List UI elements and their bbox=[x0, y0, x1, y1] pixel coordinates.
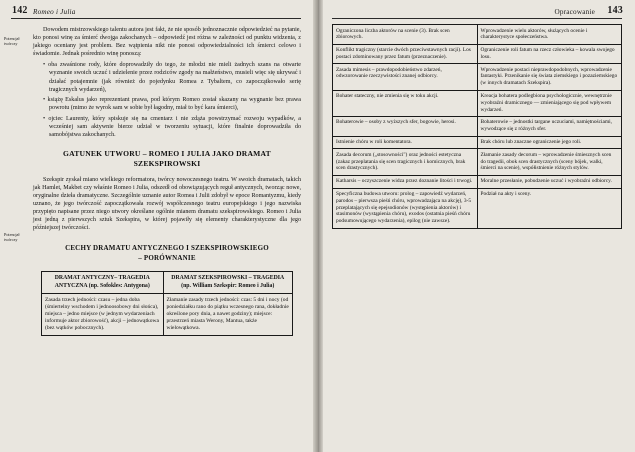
left-page-body bbox=[33, 26, 301, 336]
table-header-row bbox=[42, 271, 293, 293]
table-cell-shakespearean: Bohaterowie – jednostki targane uczuciami, namiętnościami, wywodzące się z różnych sfer. bbox=[477, 116, 622, 136]
table-row bbox=[333, 149, 622, 175]
table-cell-antique: Zasada trzech jedności: czasu – jedna doba (śmiertelny wschodem i jednoosobowy dni słońca), miejsca – jedno miejsce (w jednym wydarzeniach informuje aktor zbiorowość), akcji – jednowątkowa (bez wątków pobocznych). bbox=[42, 294, 164, 336]
table-cell-antique: Ograniczona liczba aktorów na scenie (3). Brak scen zbiorowych. bbox=[333, 25, 478, 45]
table-cell-shakespearean: Złamanie zasady decorum – wprowadzenie śmiesznych scen do tragedii, obok scen drastycznych (sceny bójek, walki, śmierci na scenie), współistnienie różnych stylów. bbox=[477, 149, 622, 175]
table-row bbox=[333, 175, 622, 188]
column-header-shakespearean: DRAMAT SZEKSPIROWSKI – TRAGEDIA (np. William Szekspir: Romeo i Julia) bbox=[163, 271, 292, 293]
table-cell-shakespearean: Kreacja bohatera podlegbiona psychologicznie, wewnętrznie wyobraźni dramicznego — zmieniającego się pod wpływem wydarzeń. bbox=[477, 90, 622, 116]
table-cell-antique: Istnienie chóru w roli komentatora. bbox=[333, 136, 478, 149]
right-comparison-table bbox=[332, 24, 622, 229]
comparison-table bbox=[41, 271, 293, 336]
section-heading bbox=[33, 149, 301, 170]
book-gutter-shadow bbox=[313, 0, 323, 452]
column-header-antique: DRAMAT ANTYCZNY– TRAGEDIA ANTYCZNA (np. Sofokles: Antygona) bbox=[42, 271, 164, 293]
list-item: • oba zwaśnione rody, które doprowadziły do tego, że młodzi nie mieli żadnych szans na otwarte wyznanie swoich uczuć i udzielenie przez rodziców zgody na małżeństwo, musieli więc się ukrywać i działać potajemnie (jak również do pojedynku Romea z Tybaltem, co zapoczątkowało serię tragicznych wydarzeń), bbox=[43, 61, 301, 93]
table-row bbox=[333, 25, 622, 45]
table-row bbox=[333, 64, 622, 90]
table-cell-antique: Specyficzna budowa utworu: prolog – zapowiedź wydarzeń, parodos – pierwsza pieśń chóru, wprowadzająca na akcję), 3-5 przeplatających się epejsodionów (występienia aktorów) i stasimonów (wystąpienia chóru), exodos (ostatnia pieśń chóru podsumowującego wydarzenia), epilog (nie zawsze). bbox=[333, 188, 478, 228]
section-heading-line1: GATUNEK UTWORU – ROMEO I JULIA JAKO DRAMAT bbox=[63, 149, 271, 159]
left-page-number: 142 bbox=[12, 5, 28, 16]
table-row bbox=[333, 116, 622, 136]
section-heading-line2: SZEKSPIROWSKI bbox=[133, 159, 201, 169]
table-row bbox=[333, 90, 622, 116]
section-paragraph: Szekspir zyskał miano wielkiego reformatora, twórcy nowoczesnego teatru. W swoich dramatach, takich jak Hamlet, Makbet czy właśnie Romeo i Julia, odszedł od obowiązujących reguł antycznych, tworząc nowe, oryginalne dzieła dramatyczne. Szczególnie uznanie autor Romea i Julii zdobył w epoce Romantyzmu, kiedy uznano, że jego twórczość zapoczątkowała rozwój współczesnego teatru europejskiego i jego nazwiska przypięto napisane przez niego utwory określane ogólnie mianem dramatu szekspirowskiego. Romeo i Julia jest jedną z pierwszych sztuk Szekspira, w której pojawiły się elementy charakterystyczne dla jego późniejszej twórczości. bbox=[33, 176, 301, 232]
comparison-heading bbox=[33, 244, 301, 264]
table-cell-antique: Bohaterowie – osoby z wyższych sfer, bogowie, herosi. bbox=[333, 116, 478, 136]
cause-list bbox=[33, 61, 301, 139]
list-item: • książę Eskalus jako reprezentant prawa, pod którym Romeo został skazany na wygnanie bez prawa powrotu (mimo że wyrok sam w sobie był łagodny, miał to być kara śmierci), bbox=[43, 96, 301, 112]
right-header-rule bbox=[332, 18, 622, 19]
table-cell-antique: Konflikt tragiczny (starcie dwóch przeciwstawnych racji). Los postaci zdominowany przez fatum (przeznaczenie). bbox=[333, 44, 478, 64]
table-cell-shakespearean: Podział na akty i sceny. bbox=[477, 188, 622, 228]
margin-note-1: Potencjał twórczy bbox=[4, 36, 20, 47]
table-cell-antique: Zasada decorum („stosowności") oraz jedności estetyczna (zakaz przeplatania się scen tragicznych i komicznych, brak scen drastycznych). bbox=[333, 149, 478, 175]
margin-note-2: Potencjał twórczy bbox=[4, 232, 20, 243]
table-cell-antique: Katharsis – oczyszczenie widza przez doznanie litości i trwogi. bbox=[333, 175, 478, 188]
right-running-title: Opracowanie bbox=[554, 8, 595, 16]
table-cell-antique: Bohater stateczny, nie zmienia się w toku akcji. bbox=[333, 90, 478, 116]
table-cell-shakespearean: Wprowadzenie wielu aktorów, służących ocenie i charakterystyce społeczeństwa. bbox=[477, 25, 622, 45]
table-row bbox=[42, 294, 293, 336]
table-cell-antique: Zasada mimesis – prawdopodobieństwo zdarzeń, odwzorowanie rzeczywistości znanej odbiorcy. bbox=[333, 64, 478, 90]
table-row bbox=[333, 44, 622, 64]
left-running-title: Romeo i Julia bbox=[33, 8, 76, 16]
table-row bbox=[333, 188, 622, 228]
right-page-number: 143 bbox=[607, 5, 623, 16]
table-cell-shakespearean: Wprowadzenie postaci nieprawdopodobnych, wprowadzenie fantastyki. Przenikanie się świata ziemskiego i pozaziemskiego (w innych dramatach Szekspira). bbox=[477, 64, 622, 90]
list-item: • ojciec Laurenty, który spiskuje się na cmentarz i nie zdąża powstrzymać rozwoju wypadków, a wcześniej sam aktywnie bierze udział w tworzeniu sytuacji, które finalnie doprowadziła do samobójstwa zakochanych. bbox=[43, 115, 301, 139]
table-cell-shakespearean: Ograniczenie roli fatum na rzecz człowieka – kowala swojego losu. bbox=[477, 44, 622, 64]
table-cell-shakespearean: Złamanie zasady trzech jedności: czas: 5 dni i nocy (od poniedziałku rano do piątku wczesnego rana, dokładnie określone pory dnia, a nawet godziny); miejsce: przestrzeń miasta Werony, Mantua, także wielowątkowa. bbox=[163, 294, 292, 336]
comparison-heading-line1: CECHY DRAMATU ANTYCZNEGO I SZEKSPIROWSKIEGO bbox=[65, 244, 269, 253]
table-cell-shakespearean: Brak chóru lub znaczne ograniczenie jego roli. bbox=[477, 136, 622, 149]
intro-paragraph: Dowodem mistrzowskiego talentu autora jest fakt, że nie sposób jednoznacznie odpowiedzieć na pytanie, kto ponosi winę za śmierć dwojga zakochanych – odpowiedź jest różna w zależności od punktu widzenia, z jakiego oceniany jest problem. Bez wątpienia nikt nie ponosi odpowiedzialności ich śmierci celowo i świadomie. Jednak pośrednio winę ponoszą: bbox=[33, 27, 301, 58]
comparison-heading-line2: – PORÓWNANIE bbox=[138, 254, 196, 263]
table-row bbox=[333, 136, 622, 149]
table-cell-shakespearean: Moralne przesłanie, pobudzenie uczuć i wyobraźni odbiorcy. bbox=[477, 175, 622, 188]
left-header-rule bbox=[11, 18, 301, 19]
